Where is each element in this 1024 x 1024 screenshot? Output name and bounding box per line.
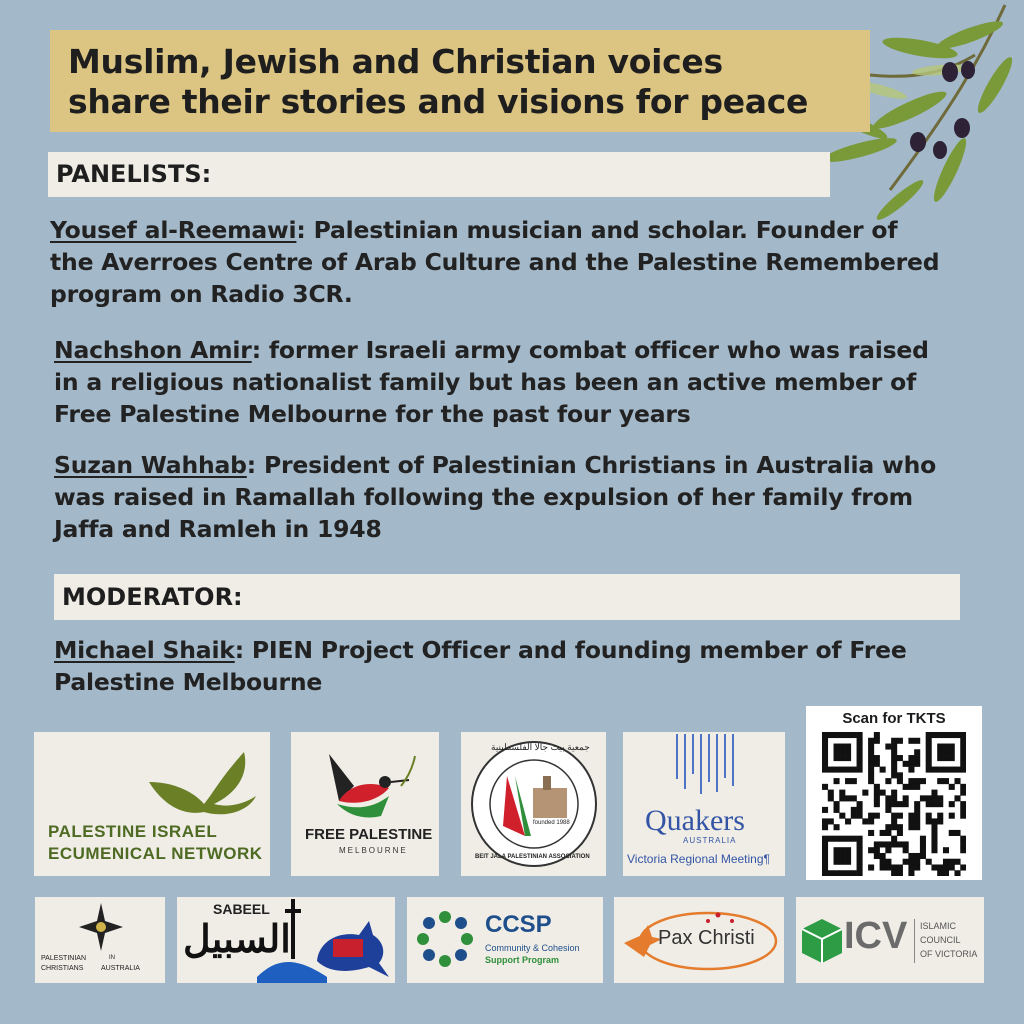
fp-subtitle: MELBOURNE (339, 846, 408, 855)
beit-jala-logo (461, 732, 606, 876)
ccsp-logo (407, 897, 603, 983)
sabeel-latin: SABEEL (213, 901, 270, 917)
title-line-1: Muslim, Jewish and Christian voices (68, 42, 723, 81)
panelist-bio: : President of Palestinian Christians in Australia who (246, 451, 937, 479)
moderator-label: MODERATOR: (54, 574, 960, 620)
moderator-name: Michael Shaik (54, 636, 235, 664)
panelist-bio: Jaffa and Ramleh in 1948 (54, 515, 382, 543)
panelist-name: Nachshon Amir (54, 336, 252, 364)
panelist-entry (54, 449, 994, 545)
dove-icon (144, 742, 264, 817)
pax-christi-text: Pax Christi (658, 927, 755, 949)
pien-line-1: PALESTINE ISRAEL (48, 822, 218, 841)
panelist-entry (54, 334, 994, 430)
ccsp-line-1: Community & Cohesion (485, 943, 580, 953)
panelist-entry (50, 214, 990, 310)
icv-logo (796, 897, 984, 983)
ccsp-ring-icon (417, 911, 473, 967)
moderator-bio: Palestine Melbourne (54, 668, 323, 696)
panelist-bio: Free Palestine Melbourne for the past four years (54, 400, 691, 428)
title-banner (50, 30, 870, 132)
bj-ring-text: BEIT JALA PALESTINIAN ASSOCIATION (475, 854, 590, 860)
quakers-meeting: Victoria Regional Meeting¶ (627, 852, 770, 866)
palestinian-christians-logo (35, 897, 165, 983)
panelist-bio: : Palestinian musician and scholar. Founder of (296, 216, 898, 244)
panelist-bio: the Averroes Centre of Arab Culture and the Palestine Remembered (50, 248, 940, 276)
pca-in: IN (109, 955, 115, 961)
panelist-bio: program on Radio 3CR. (50, 280, 353, 308)
pien-logo (34, 732, 270, 876)
title-line-2: share their stories and visions for peace (68, 82, 809, 121)
icv-abbr: ICV (844, 915, 908, 957)
pca-line-2: CHRISTIANS (41, 965, 84, 972)
sabeel-logo (177, 897, 395, 983)
quakers-logo (623, 732, 785, 876)
ccsp-line-2: Support Program (485, 955, 560, 965)
moderator-entry (54, 634, 994, 698)
icv-line-1: ISLAMIC (920, 921, 957, 931)
pax-christi-logo (614, 897, 784, 983)
pien-line-2: ECUMENICAL NETWORK (48, 844, 263, 863)
qr-code-icon[interactable] (822, 732, 966, 876)
panelist-bio: in a religious nationalist family but has been an active member of (54, 368, 917, 396)
beit-jala-seal-icon (467, 736, 601, 872)
moderator-bio: : PIEN Project Officer and founding member of Free (234, 636, 907, 664)
icv-line-3: OF VICTORIA (920, 949, 978, 959)
sunbird-icon (309, 746, 421, 826)
icv-cube-icon (802, 919, 842, 963)
fp-title: FREE PALESTINE (305, 826, 433, 843)
icv-divider (914, 919, 915, 963)
free-palestine-logo (291, 732, 439, 876)
qr-label: Scan for TKTS (842, 710, 946, 727)
panelist-bio: was raised in Ramallah following the expulsion of her family from (54, 483, 913, 511)
bj-arabic: جمعية بيت جالا الفلسطينية (491, 742, 590, 752)
panelist-name: Yousef al-Reemawi (50, 216, 297, 244)
southern-cross-icon (667, 734, 747, 804)
sabeel-arabic: السبيل (183, 919, 291, 961)
star-icon (79, 903, 123, 951)
bj-founded: founded 1988 (533, 820, 570, 826)
panelist-bio: : former Israeli army combat officer who was raised (251, 336, 929, 364)
pca-line-3: AUSTRALIA (101, 965, 140, 972)
ticket-qr-block[interactable] (806, 706, 982, 880)
panelists-label: PANELISTS: (48, 152, 830, 197)
panelist-name: Suzan Wahhab (54, 451, 247, 479)
water-icon (257, 947, 327, 983)
quakers-subtitle: AUSTRALIA (683, 836, 737, 845)
quakers-title: Quakers (645, 804, 745, 837)
ccsp-title: CCSP (485, 911, 552, 938)
icv-line-2: COUNCIL (920, 935, 961, 945)
pca-line-1: PALESTINIAN (41, 955, 86, 962)
